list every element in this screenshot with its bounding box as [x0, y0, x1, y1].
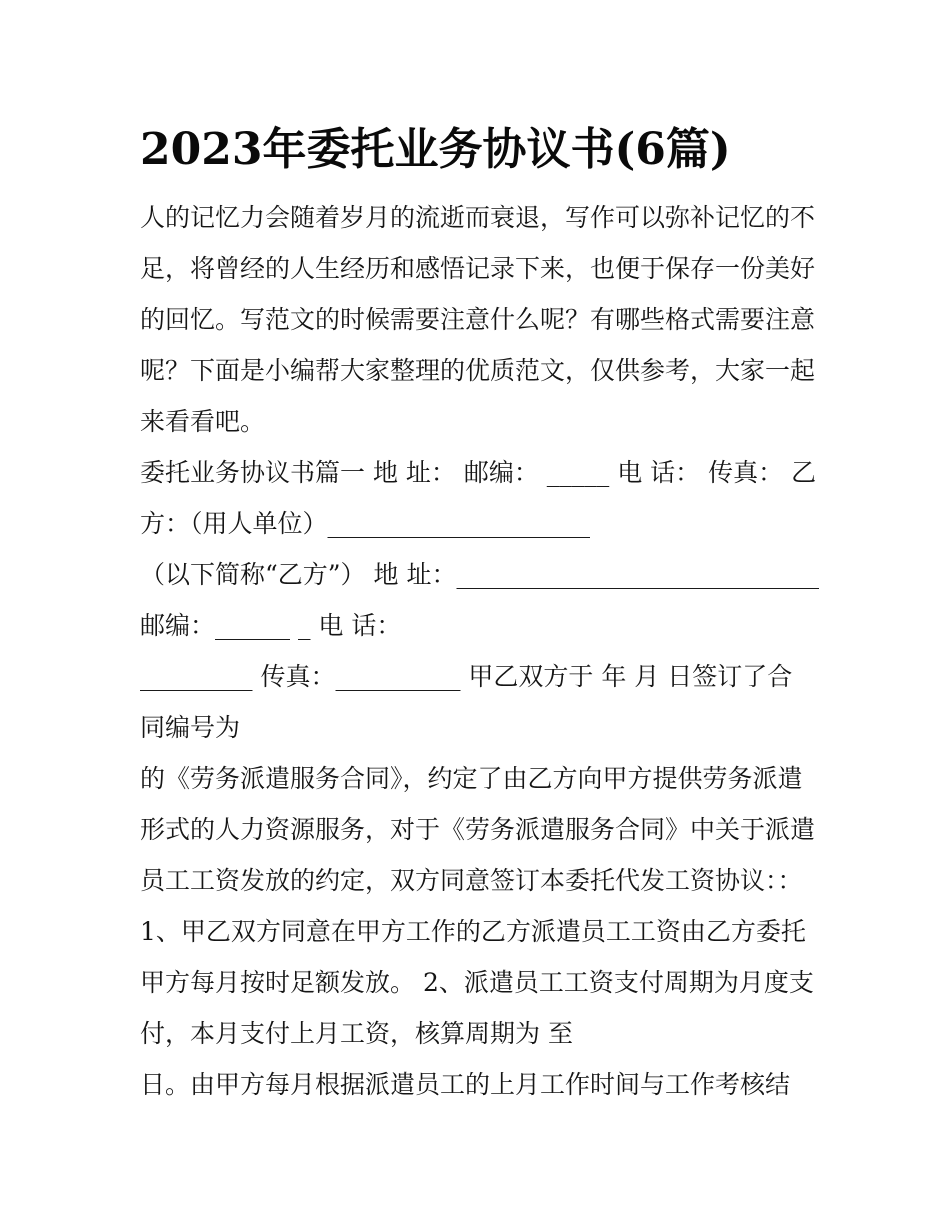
body-line: 日。由甲方每月根据派遣员工的上月工作时间与工作考核结	[140, 1070, 791, 1099]
body-line: 的《劳务派遣服务合同》，约定了由乙方向甲方提供劳务派遣	[140, 764, 803, 793]
body-line: 人的记忆力会随着岁月的流逝而衰退，写作可以弥补记忆的不	[140, 203, 816, 232]
body-line: 方：（用人单位）_____________________	[140, 509, 591, 538]
body-line: 足，将曾经的人生经历和感悟记录下来，也便于保存一份美好	[140, 254, 816, 283]
body-line: 来看看吧。	[140, 407, 266, 436]
body-line: 付，本月支付上月工资，核算周期为 至	[140, 1019, 573, 1048]
body-line: （以下简称“乙方”） 地 址：_____________________________	[140, 560, 819, 589]
body-line: 同编号为	[140, 713, 241, 742]
body-line: 员工工资发放的约定，双方同意签订本委托代发工资协议：：	[140, 866, 803, 895]
body-line: 委托业务协议书篇一 地 址： 邮编： _____ 电 话： 传真： 乙	[140, 458, 817, 487]
body-line: 形式的人力资源服务，对于《劳务派遣服务合同》中关于派遣	[140, 815, 816, 844]
body-line: 1、甲乙双方同意在甲方工作的乙方派遣员工工资由乙方委托	[140, 917, 806, 946]
body-line: 呢？下面是小编帮大家整理的优质范文，仅供参考，大家一起	[140, 356, 816, 385]
body-line: 的回忆。写范文的时候需要注意什么呢？有哪些格式需要注意	[140, 305, 816, 334]
body-line: 邮编：______ _ 电 话：	[140, 611, 402, 640]
body-line: _________ 传真：__________ 甲乙双方于 年 月 日签订了合	[140, 662, 793, 691]
body-line: 甲方每月按时足额发放。 2、派遣员工工资支付周期为月度支	[140, 968, 814, 997]
document-title: 2023年委托业务协议书(6篇)	[140, 124, 731, 175]
